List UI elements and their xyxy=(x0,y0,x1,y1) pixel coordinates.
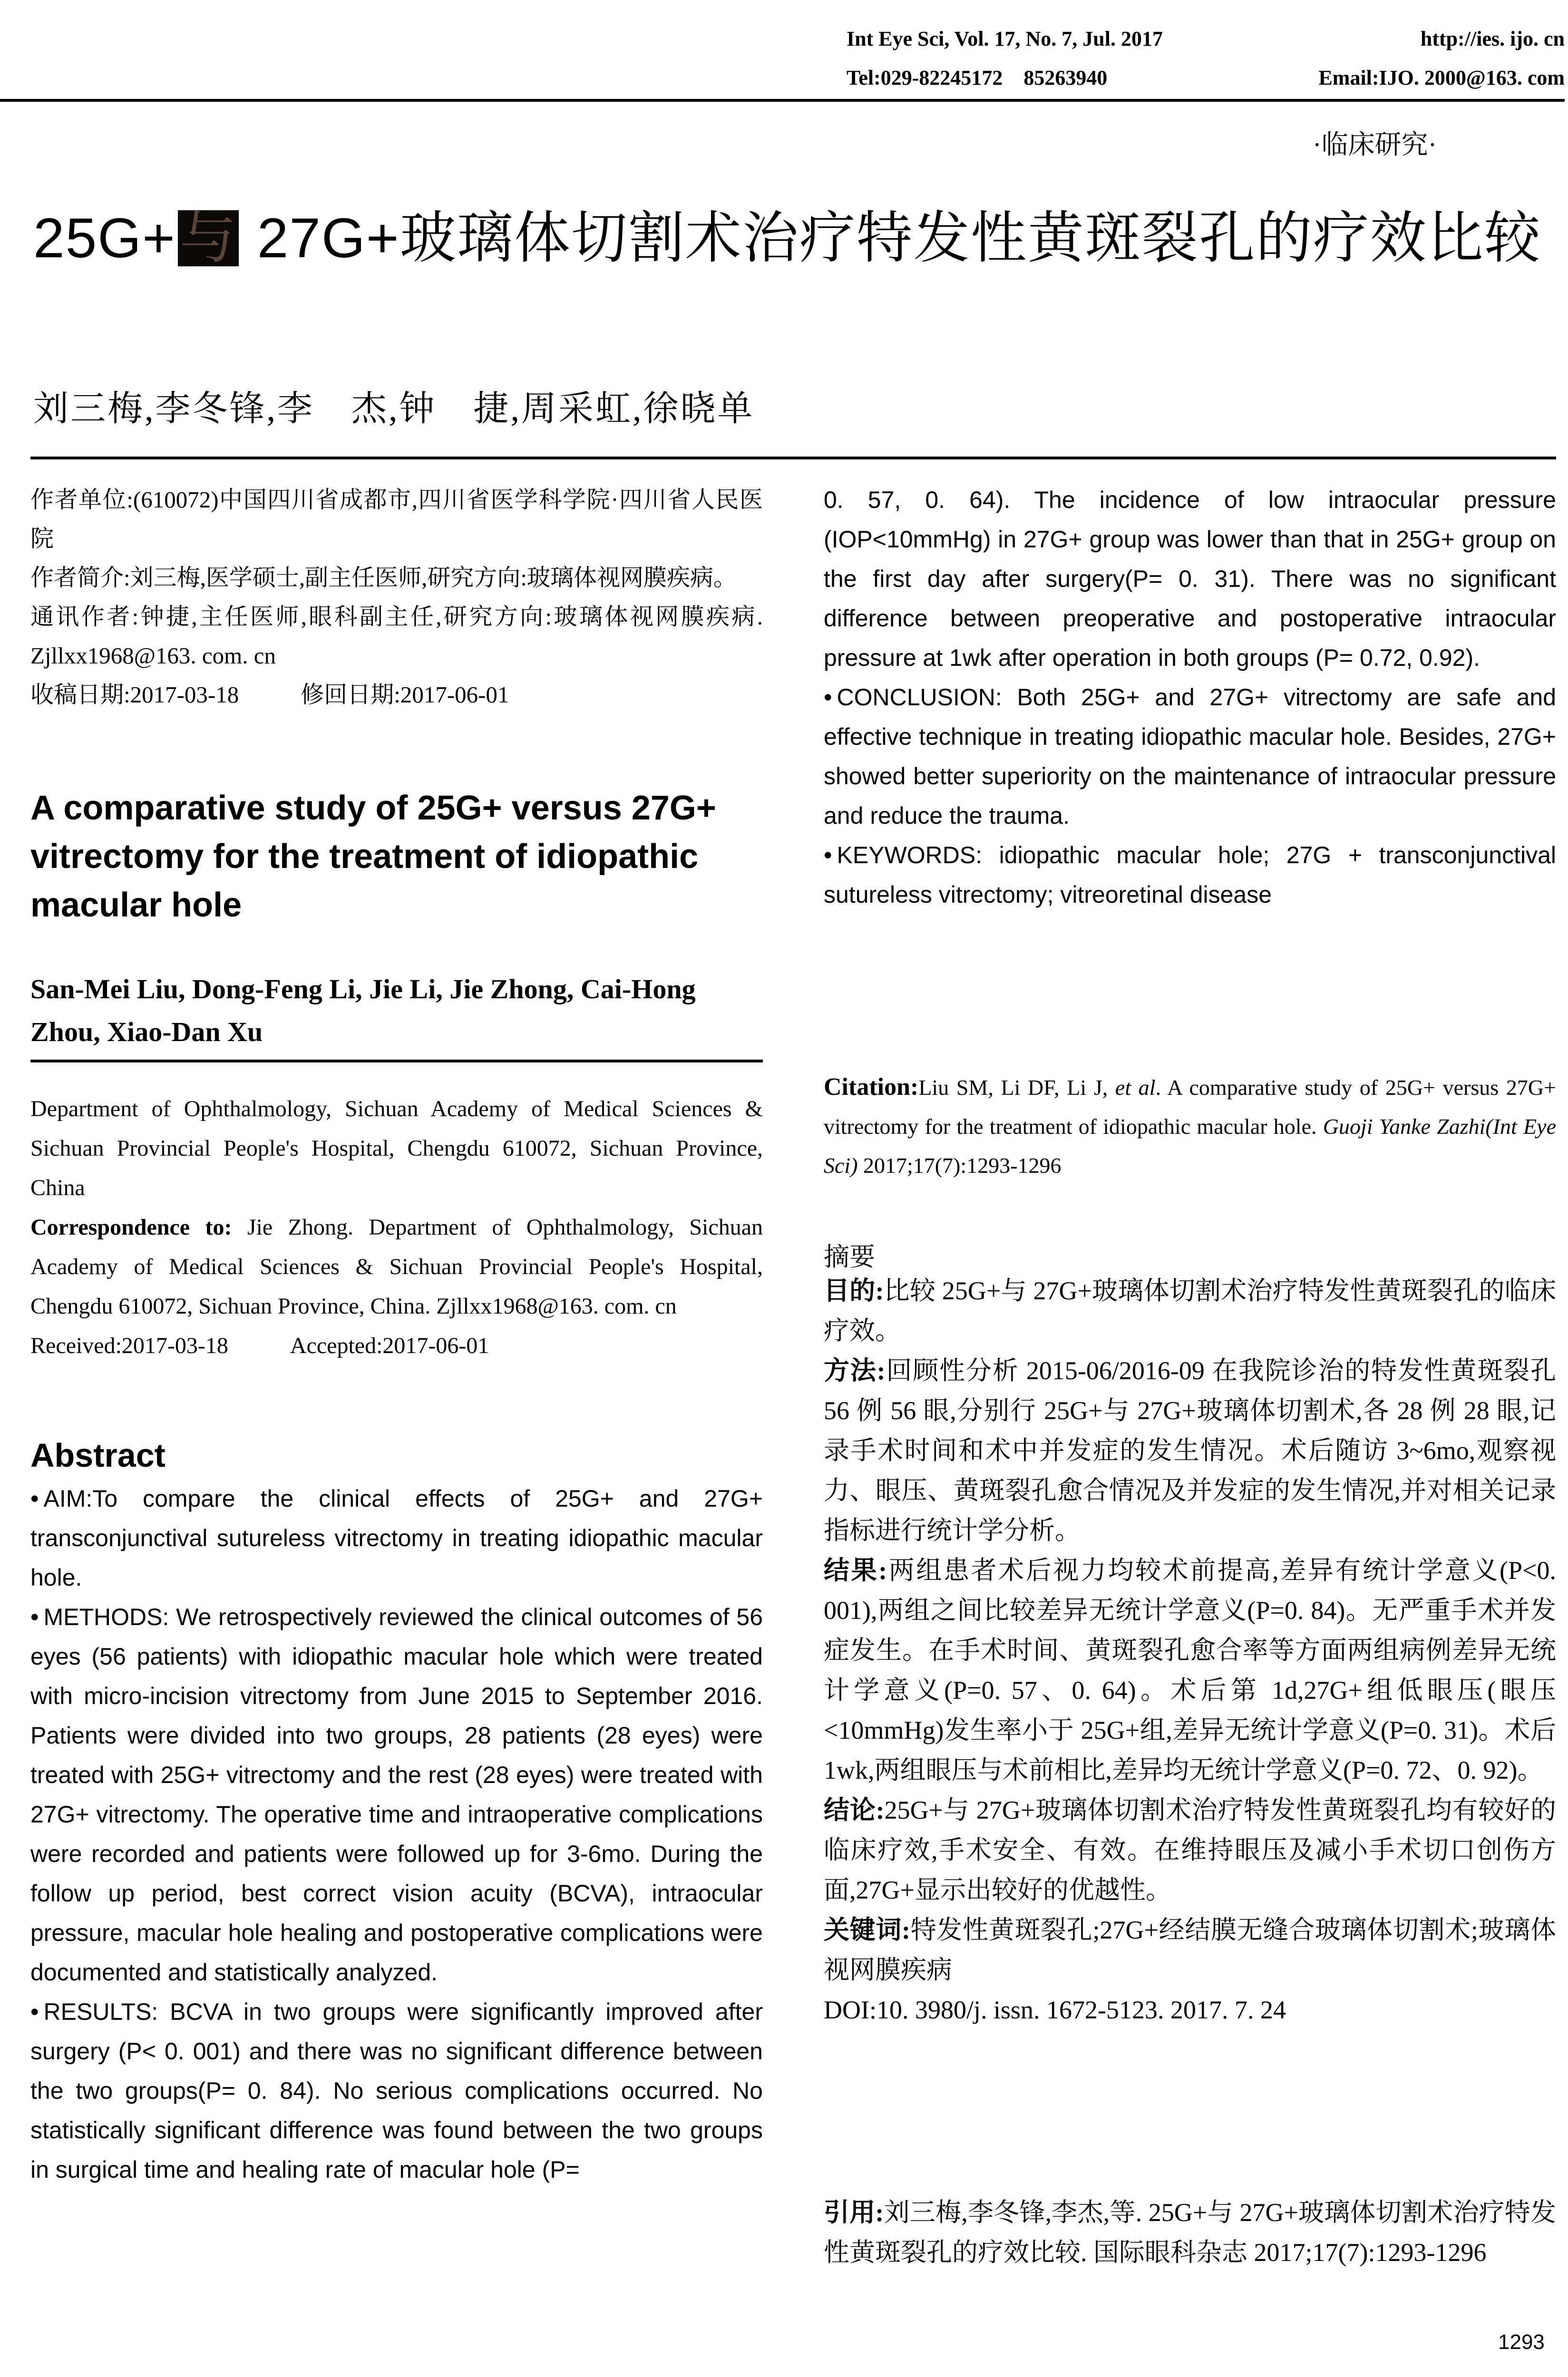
abstract-cn xyxy=(824,1271,1556,2030)
revised-cn: 修回日期:2017-06-01 xyxy=(301,682,509,708)
abstract-aim xyxy=(30,1479,763,1598)
abstract-cn-conclusion xyxy=(824,1790,1556,1910)
journal-issue: Int Eye Sci, Vol. 17, No. 7, Jul. 2017 xyxy=(847,27,1163,50)
title-cn-part2: 27G+玻璃体切割术治疗特发性黄斑裂孔的疗效比较 xyxy=(240,207,1541,270)
abstract-methods xyxy=(30,1598,763,1992)
affiliation-cn: 作者单位:(610072)中国四川省成都市,四川省医学科学院·四川省人民医院 xyxy=(30,487,763,552)
doi[interactable]: DOI:10. 3980/j. issn. 1672-5123. 2017. 7. 24 xyxy=(824,1996,1286,2024)
bullet-icon: • xyxy=(824,842,832,868)
methods-cn-label: 方法: xyxy=(824,1356,886,1385)
affiliation-rule xyxy=(30,1060,763,1062)
citation-etal: et al xyxy=(1115,1075,1156,1100)
keywords-cn-label: 关键词: xyxy=(824,1916,911,1944)
abstract-cn-results xyxy=(824,1550,1556,1790)
affiliation-en xyxy=(30,1089,763,1365)
running-header-line-2 xyxy=(847,66,1565,90)
bullet-icon: • xyxy=(30,1998,39,2025)
abstract-cn-heading: 摘要 xyxy=(824,1243,875,1271)
header-rule xyxy=(0,99,1565,102)
aim-label: AIM: xyxy=(43,1485,93,1512)
bullet-icon: • xyxy=(30,1604,39,1630)
methods-cn-text: 回顾性分析 2015-06/2016-09 在我院诊治的特发性黄斑裂孔 56 例 56 眼,分别行 25G+与 27G+玻璃体切割术,各 28 例 28 眼,记录手术时间和术中并发症的发生情况。术后随访 3~6mo,观察视力、眼压、黄斑裂孔愈合情况及并发症的发生情况,并对相关记录指标进行统计学分析。 xyxy=(824,1356,1556,1545)
results-text-part1: BCVA in two groups were significantly improved after surgery (P< 0. 001) and there was no significant difference between the two groups(P= 0. 84). No serious complications occurred. No statistically significant difference was found between the two groups in surgical time and healing rate of macular hole (P= xyxy=(30,1998,763,2183)
correspondence-label: Correspondence to: xyxy=(30,1215,232,1240)
bio-cn: 作者简介:刘三梅,医学硕士,副主任医师,研究方向:玻璃体视网膜疾病。 xyxy=(30,565,737,591)
aim-cn-label: 目的: xyxy=(824,1276,884,1305)
citation-ref: 2017;17(7):1293-1296 xyxy=(857,1153,1062,1178)
running-header-line-1 xyxy=(847,27,1565,51)
corresponding-cn: 通讯作者:钟捷,主任医师,眼科副主任,研究方向:玻璃体视网膜疾病. Zjllxx1968@163. com. cn xyxy=(30,604,763,669)
journal-email[interactable]: Email:IJO. 2000@163. com xyxy=(1318,66,1565,89)
department-en: Department of Ophthalmology, Sichuan Academy of Medical Sciences & Sichuan Provincial People's Hospital, Chengdu 610072, Sichuan Province, China xyxy=(30,1096,763,1200)
keywords-text: idiopathic macular hole; 27G + transconjunctival sutureless vitrectomy; vitreoretinal disease xyxy=(824,842,1556,908)
title-en: A comparative study of 25G+ versus 27G+ vitrectomy for the treatment of idiopathic macular hole xyxy=(30,789,716,924)
title-cn xyxy=(33,197,1555,279)
conclusion-text: Both 25G+ and 27G+ vitrectomy are safe and effective technique in treating idiopathic macular hole. Besides, 27G+ showed better superiority on the maintenance of intraocular pressure and reduce the trauma. xyxy=(824,684,1556,829)
page-number: 1293 xyxy=(1498,2330,1545,2354)
abstract-keywords xyxy=(824,836,1556,915)
bullet-icon: • xyxy=(824,684,832,711)
abstract-conclusion xyxy=(824,678,1556,836)
conclusion-label: CONCLUSION: xyxy=(837,684,1002,711)
citation-text: . A comparative study of 25G+ versus 27G+ vitrectomy for the treatment of idiopathic macular hole. xyxy=(824,1075,1556,1139)
abstract-en-right xyxy=(824,480,1556,915)
citation-cn xyxy=(824,2192,1556,2272)
aim-text: To compare the clinical effects of 25G+ and 27G+ transconjunctival sutureless vitrectomy in treating idiopathic macular hole. xyxy=(30,1485,763,1591)
correspondence-en xyxy=(30,1208,763,1326)
citation-en xyxy=(824,1068,1556,1185)
authors-en: San-Mei Liu, Dong-Feng Li, Jie Li, Jie Zhong, Cai-Hong Zhou, Xiao-Dan Xu xyxy=(30,974,696,1047)
citation-label: Citation: xyxy=(824,1073,919,1101)
received-cn: 收稿日期:2017-03-18 xyxy=(30,682,239,708)
abstract-en-left xyxy=(30,1479,763,2190)
title-rule xyxy=(30,457,1556,459)
received-en: Received:2017-03-18 xyxy=(30,1333,228,1358)
bullet-icon: • xyxy=(30,1485,39,1512)
methods-label: METHODS: xyxy=(43,1604,169,1630)
authors-cn: 刘三梅,李冬锋,李 杰,钟 捷,周采虹,徐晓单 xyxy=(33,390,755,429)
journal-url[interactable]: http://ies. ijo. cn xyxy=(1420,27,1565,50)
abstract-cn-aim xyxy=(824,1271,1556,1351)
dates-cn xyxy=(30,675,763,714)
results-label: RESULTS: xyxy=(43,1998,158,2025)
results-cn-label: 结果: xyxy=(824,1556,887,1585)
citation-authors: Liu SM, Li DF, Li J, xyxy=(918,1075,1115,1100)
section-tag: ·临床研究· xyxy=(1313,130,1437,160)
meta-cn xyxy=(30,480,763,714)
aim-cn-text: 比较 25G+与 27G+玻璃体切割术治疗特发性黄斑裂孔的临床疗效。 xyxy=(824,1276,1556,1345)
title-cn-highlight: 与 xyxy=(178,210,239,266)
title-cn-part1: 25G+ xyxy=(33,207,176,270)
methods-text: We retrospectively reviewed the clinical outcomes of 56 eyes (56 patients) with idiopathic macular hole which were treated with micro-incision vitrectomy from June 2015 to September 2016. Patients were divided into two groups, 28 patients (28 eyes) were treated with 25G+ vitrectomy and the rest (28 eyes) were treated with 27G+ vitrectomy. The operative time and intraoperative complications were recorded and patients were followed up for 3-6mo. During the follow up period, best correct vision acuity (BCVA), intraocular pressure, macular hole healing and postoperative complications were documented and statistically analyzed. xyxy=(30,1604,763,1986)
conclusion-cn-label: 结论: xyxy=(824,1796,885,1824)
citation-journal: Guoji Yanke Zazhi(Int Eye Sci) xyxy=(824,1114,1556,1178)
dates-en xyxy=(30,1326,763,1365)
results-cn-text: 两组患者术后视力均较术前提高,差异有统计学意义(P<0. 001),两组之间比较差异无统计学意义(P=0. 84)。无严重手术并发症发生。在手术时间、黄斑裂孔愈合率等方面两组病例差异无统计学意义(P=0. 57、0. 64)。术后第 1d,27G+组低眼压(眼压<10mmHg)发生率小于 25G+组,差异无统计学意义(P=0. 31)。术后 1wk,两组眼压与术前相比,差异均无统计学意义(P=0. 72、0. 92)。 xyxy=(824,1556,1557,1784)
keywords-label: KEYWORDS: xyxy=(837,842,983,868)
conclusion-cn-text: 25G+与 27G+玻璃体切割术治疗特发性黄斑裂孔均有较好的临床疗效,手术安全、有效。在维持眼压及减小手术切口创伤方面,27G+显示出较好的优越性。 xyxy=(824,1796,1557,1904)
results-text-part2: 0. 57, 0. 64). The incidence of low intraocular pressure (IOP<10mmHg) in 27G+ group was lower than that in 25G+ group on the first day after surgery(P= 0. 31). There was no significant difference between preoperative and postoperative intraocular pressure at 1wk after operation in both groups (P= 0.72, 0.92). xyxy=(824,487,1556,671)
abstract-cn-methods xyxy=(824,1351,1556,1550)
abstract-cn-keywords xyxy=(824,1910,1556,1990)
keywords-cn-text: 特发性黄斑裂孔;27G+经结膜无缝合玻璃体切割术;玻璃体视网膜疾病 xyxy=(824,1916,1556,1984)
correspondence-text: Jie Zhong. Department of Ophthalmology, Sichuan Academy of Medical Sciences & Sichuan Provincial People's Hospital, Chengdu 610072, Sichuan Province, China. Zjllxx1968@163. com. cn xyxy=(30,1215,763,1319)
citation-cn-text: 刘三梅,李冬锋,李杰,等. 25G+与 27G+玻璃体切割术治疗特发性黄斑裂孔的疗效比较. 国际眼科杂志 2017;17(7):1293-1296 xyxy=(824,2198,1556,2267)
journal-tel: Tel:029-82245172 85263940 xyxy=(847,66,1108,89)
accepted-en: Accepted:2017-06-01 xyxy=(290,1333,489,1358)
citation-cn-label: 引用: xyxy=(824,2198,884,2227)
abstract-heading: Abstract xyxy=(30,1437,166,1474)
abstract-results xyxy=(30,1992,763,2190)
